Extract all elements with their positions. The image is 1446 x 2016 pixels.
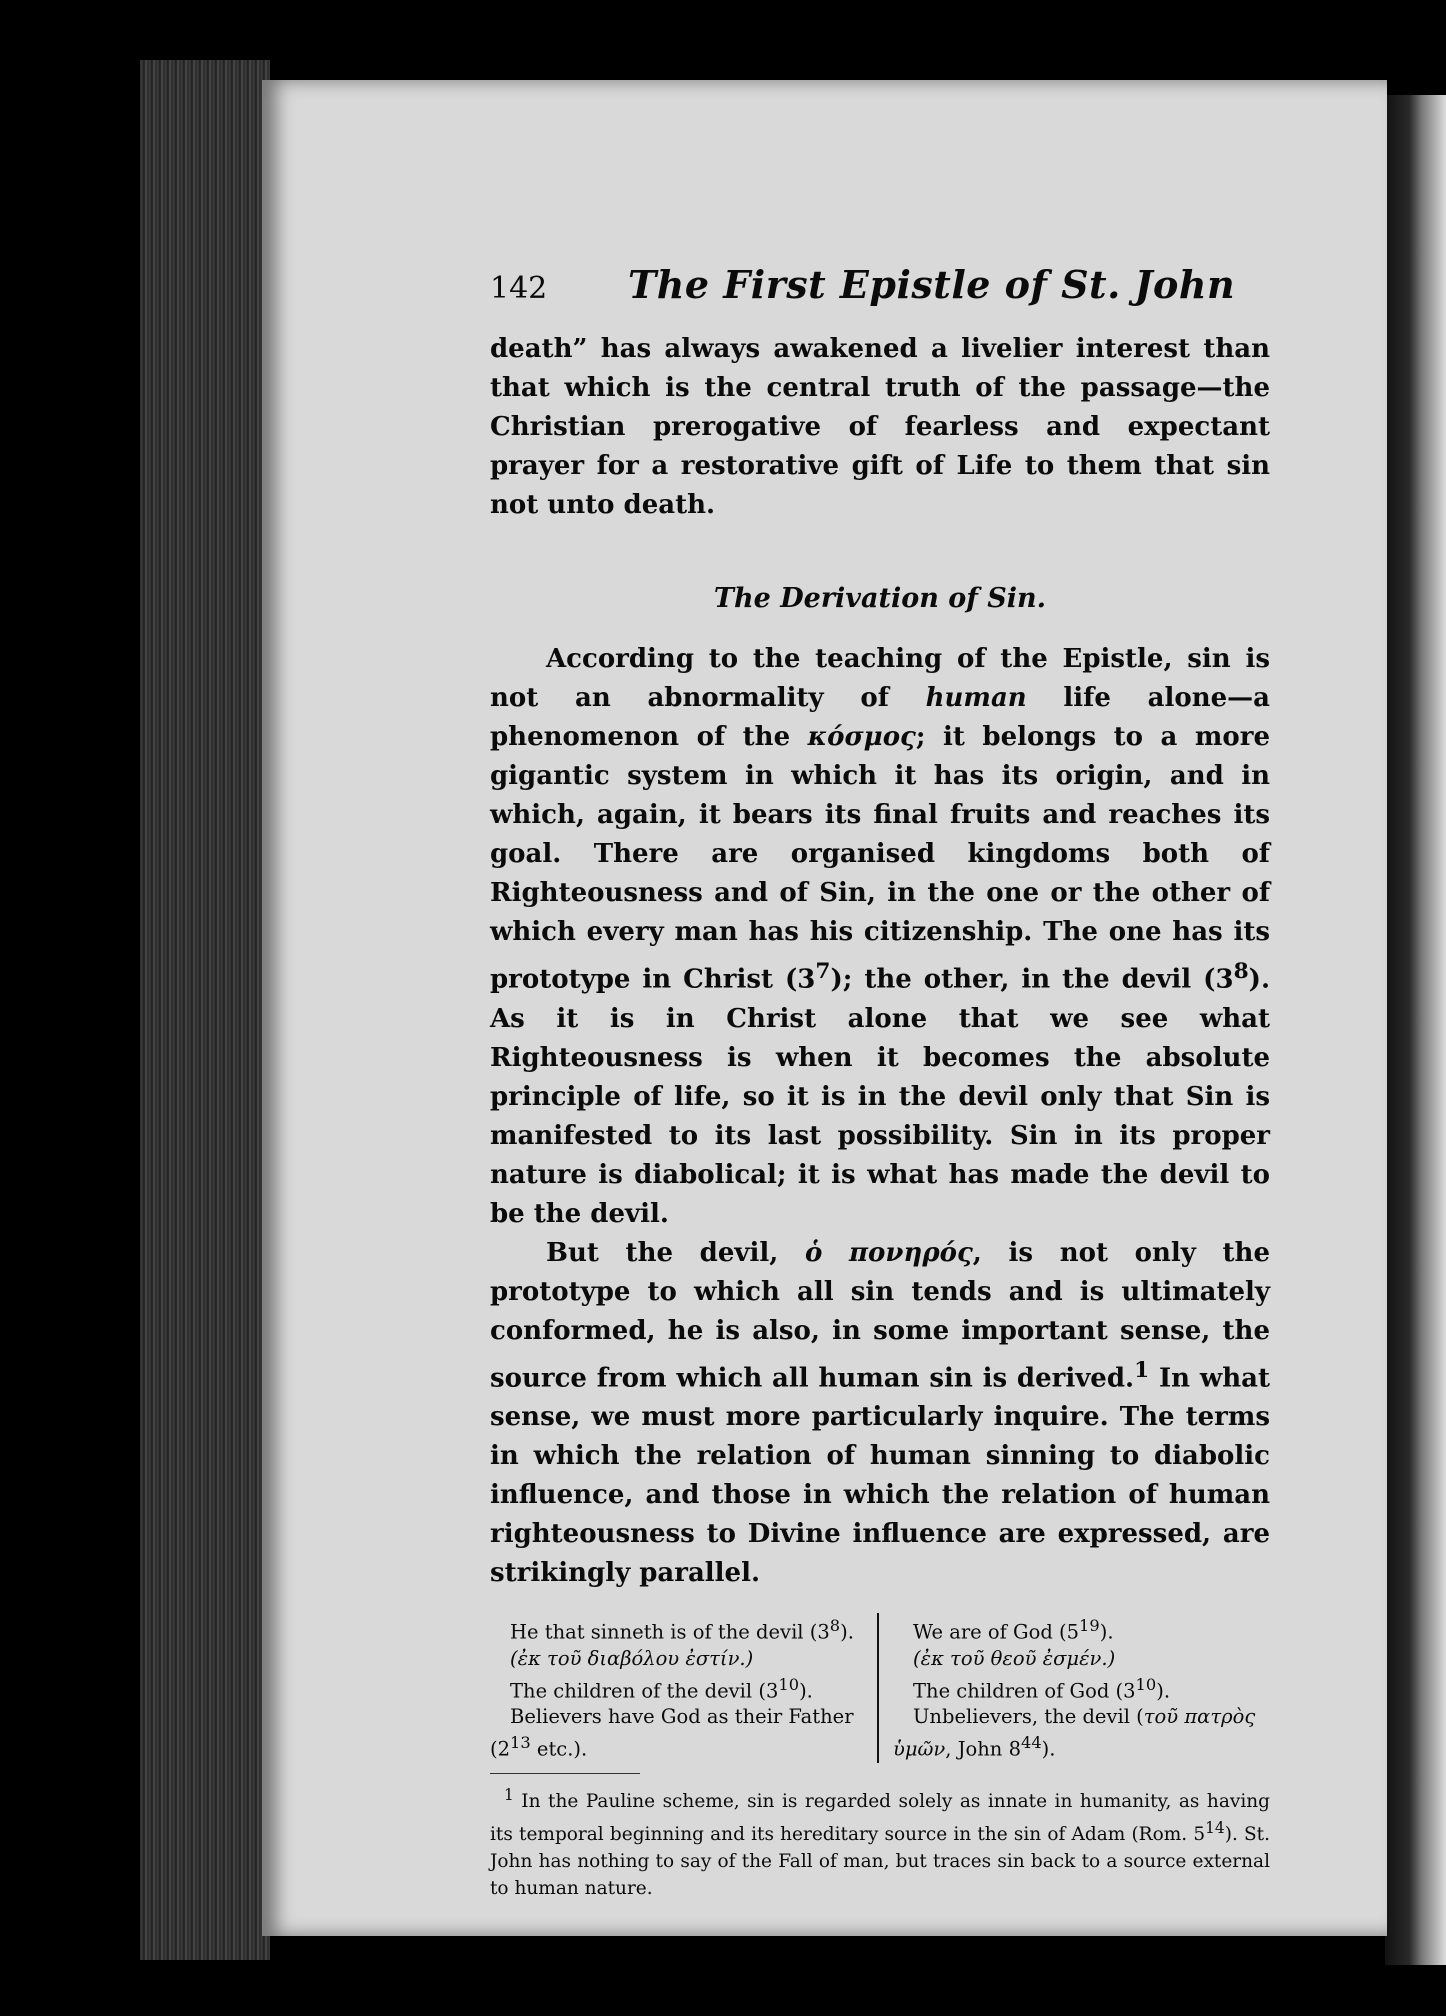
right-line-1-text: We are of God (5 xyxy=(913,1620,1080,1644)
right-line-1-end: ). xyxy=(1099,1620,1114,1644)
right-line-4-text: Unbelievers, the devil ( xyxy=(913,1705,1144,1729)
right-line-2-text: (ἐκ τοῦ θεοῦ ἐσμέν.) xyxy=(913,1646,1116,1670)
right-line-1 xyxy=(893,1613,1270,1646)
left-line-1-text: He that sinneth is of the devil (3 xyxy=(510,1620,830,1644)
right-line-1-sup: 19 xyxy=(1079,1616,1100,1636)
p1-superscript-1: 7 xyxy=(815,959,831,984)
left-line-5-end: etc.). xyxy=(530,1737,588,1761)
paragraph-1 xyxy=(490,640,1270,1234)
right-line-3-end: ). xyxy=(1156,1679,1171,1703)
left-line-5-sup: 13 xyxy=(510,1733,531,1753)
facing-page-edge xyxy=(1385,95,1446,1965)
p1-greek-kosmos: κόσμος xyxy=(807,722,916,752)
p1-emphasis-human: human xyxy=(925,683,1027,713)
p1-text-e: ). As it is in Christ alone that we see what Righteousness is when it becomes the absolute principle of life, so it is in the devil only that Sin is manifested to its last possibility. Sin in its proper nature is diabolical; it is what has made the devil to be the devil. xyxy=(490,964,1271,1229)
page-content xyxy=(490,262,1270,1902)
p2-greek-poneros: ὁ πονηρός xyxy=(805,1237,973,1268)
right-line-5-greek: ὑμῶν xyxy=(893,1737,946,1761)
parallel-right-column xyxy=(879,1613,1270,1763)
footnote-text-a: In the Pauline scheme, sin is regarded solely as innate in humanity, as having its temporal beginning and its hereditary source in the sin of Adam (Rom. 5 xyxy=(490,1790,1270,1846)
page-number: 142 xyxy=(490,271,548,306)
left-line-3 xyxy=(490,1672,867,1705)
left-line-3-text: The children of the devil (3 xyxy=(510,1679,779,1703)
left-line-1 xyxy=(490,1613,867,1646)
running-header xyxy=(490,262,1270,318)
right-line-2-greek xyxy=(893,1646,1270,1672)
p1-text-a: According to the teaching of the Epistle, sin is not an abnormality of xyxy=(490,644,1270,713)
right-line-5-end: ). xyxy=(1041,1737,1056,1761)
intro-paragraph: death” has always awakened a livelier interest than that which is the central truth of the passage—the Christian prerogative of fearless and expectant prayer for a restorative gift of Life to them that sin not unto death. xyxy=(490,334,1270,520)
right-line-3 xyxy=(893,1672,1270,1705)
p2-text-b: , is not only the prototype to which all sin tends and is ultimately conformed, he is also, in some important sense, the source from which all human sin is derived. xyxy=(490,1237,1270,1394)
p1-text-b: life alone—a phenomenon of the xyxy=(490,683,1270,752)
p1-text-d: ); the other, in the devil (3 xyxy=(830,964,1234,995)
p2-text-c: In what sense, we must more particularly inquire. The terms in which the relation of human sinning to diabolic influence, and those in which the relation of human righteousness to Divine influence are expressed, are strikingly parallel. xyxy=(490,1363,1270,1589)
footnote-mark: 1 xyxy=(504,1785,514,1804)
running-title: The First Epistle of St. John xyxy=(628,262,1236,307)
p1-text-c: ; it belongs to a more gigantic system in which it has its origin, and in which, again, it bears its final fruits and reaches its goal. There are organised kingdoms both of Righteousness and of Sin, in the one or the other of which every man has his citizenship. The one has its prototype in Christ (3 xyxy=(490,722,1270,995)
left-line-5-text: (2 xyxy=(490,1737,511,1761)
left-line-1-sup: 8 xyxy=(829,1616,841,1636)
book-page-edges xyxy=(140,60,270,1960)
footnote-reference: 1 xyxy=(1134,1357,1150,1383)
p1-superscript-2: 8 xyxy=(1233,959,1249,984)
left-line-3-end: ). xyxy=(799,1679,813,1703)
left-line-2-greek xyxy=(490,1646,867,1672)
right-line-4-greek: τοῦ πατρὸς xyxy=(1143,1705,1256,1729)
left-line-3-sup: 10 xyxy=(778,1674,800,1694)
right-line-4 xyxy=(893,1704,1270,1730)
section-title: The Derivation of Sin. xyxy=(713,583,1047,614)
paragraph-2 xyxy=(490,1234,1270,1594)
right-line-5-sup: 44 xyxy=(1020,1733,1042,1753)
footnote-superscript: 14 xyxy=(1205,1818,1225,1837)
right-line-5-text: , John 8 xyxy=(945,1737,1021,1761)
right-line-3-text: The children of God (3 xyxy=(913,1679,1136,1703)
left-line-4: Believers have God as their Father xyxy=(510,1705,854,1729)
p2-text-a: But the devil, xyxy=(546,1237,805,1268)
footnote-divider xyxy=(490,1773,640,1774)
footnote-text-b: ). St. John has nothing to say of the Fall of man, but traces sin back to a source external to human nature. xyxy=(490,1824,1270,1900)
parallel-columns xyxy=(490,1613,1270,1763)
left-line-5 xyxy=(490,1730,867,1763)
left-line-1-end: ). xyxy=(840,1620,854,1644)
right-line-5 xyxy=(893,1730,1270,1763)
left-line-2-text: (ἐκ τοῦ διαβόλου ἐστίν.) xyxy=(510,1646,754,1670)
parallel-left-column xyxy=(490,1613,879,1763)
right-line-3-sup: 10 xyxy=(1135,1674,1157,1694)
footnote xyxy=(490,1782,1270,1902)
